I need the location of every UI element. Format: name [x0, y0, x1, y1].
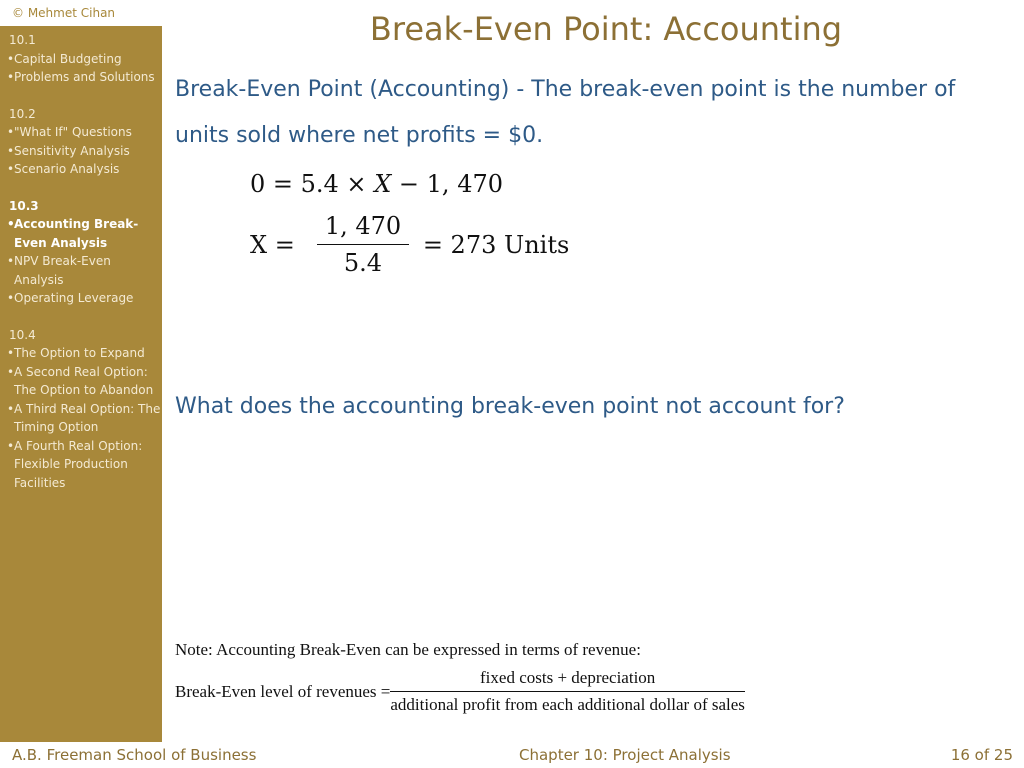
- sidebar-item-problems-solutions[interactable]: • Problems and Solutions: [9, 68, 162, 87]
- sidebar-item-scenario[interactable]: • Scenario Analysis: [9, 160, 162, 179]
- sidebar-item-accounting-break-even[interactable]: • Accounting Break-Even Analysis: [9, 215, 162, 252]
- sidebar-section-10-4[interactable]: 10.4: [9, 327, 36, 342]
- revenue-lhs: Break-Even level of revenues =: [175, 681, 391, 701]
- equation-break-even: [250, 170, 503, 198]
- sidebar-item-flexible-production[interactable]: • A Fourth Real Option: Flexible Production Facilities: [9, 437, 162, 493]
- copyright-label: © Mehmet Cihan: [12, 6, 116, 20]
- sidebar-item-operating-leverage[interactable]: • Operating Leverage: [9, 289, 162, 308]
- slide-footer: [0, 742, 1024, 768]
- footer-school: A.B. Freeman School of Business: [12, 746, 257, 764]
- slide-title: Break-Even Point: Accounting: [369, 10, 843, 48]
- footer-chapter: Chapter 10: Project Analysis: [519, 746, 731, 764]
- note-text: Note: Accounting Break-Even can be expressed in terms of revenue:: [175, 640, 641, 659]
- sidebar-item-what-if[interactable]: • "What If" Questions: [9, 123, 162, 142]
- question-text: What does the accounting break-even point not account for?: [175, 394, 845, 419]
- equation-solution: [250, 212, 569, 277]
- sidebar-section-10-3[interactable]: 10.3: [9, 198, 39, 213]
- revenue-fraction: [390, 668, 745, 715]
- sidebar-item-npv-break-even[interactable]: • NPV Break-Even Analysis: [9, 252, 162, 289]
- revenue-numerator: fixed costs + depreciation: [390, 668, 745, 692]
- sidebar-item-option-abandon[interactable]: • A Second Real Option: The Option to Abandon: [9, 363, 162, 400]
- footer-page-number: 16 of 25: [950, 746, 1013, 764]
- sidebar-nav: [0, 26, 162, 742]
- eq2-lhs: X =: [250, 230, 295, 259]
- sidebar-item-sensitivity[interactable]: • Sensitivity Analysis: [9, 142, 162, 161]
- revenue-denominator: additional profit from each additional dollar of sales: [390, 695, 745, 714]
- sidebar-section-10-1[interactable]: 10.1: [9, 33, 36, 47]
- eq2-fraction: [317, 212, 409, 277]
- sidebar-item-option-expand[interactable]: • The Option to Expand: [9, 344, 162, 363]
- sidebar-item-timing-option[interactable]: • A Third Real Option: The Timing Option: [9, 400, 162, 437]
- eq2-denominator: 5.4: [343, 249, 383, 277]
- eq1-lhs: 0 = 5.4 ×: [250, 170, 367, 198]
- revenue-formula: [175, 668, 745, 715]
- eq1-rhs: − 1, 470: [398, 170, 503, 198]
- eq1-variable: X: [374, 170, 392, 198]
- eq2-numerator: 1, 470: [317, 212, 409, 245]
- sidebar-section-10-2[interactable]: 10.2: [9, 106, 36, 121]
- sidebar-item-capital-budgeting[interactable]: • Capital Budgeting: [9, 50, 162, 69]
- eq2-rhs: = 273 Units: [422, 230, 570, 259]
- definition-text: Break-Even Point (Accounting) - The break-even point is the number of units sold where net profits = $0.: [175, 77, 956, 148]
